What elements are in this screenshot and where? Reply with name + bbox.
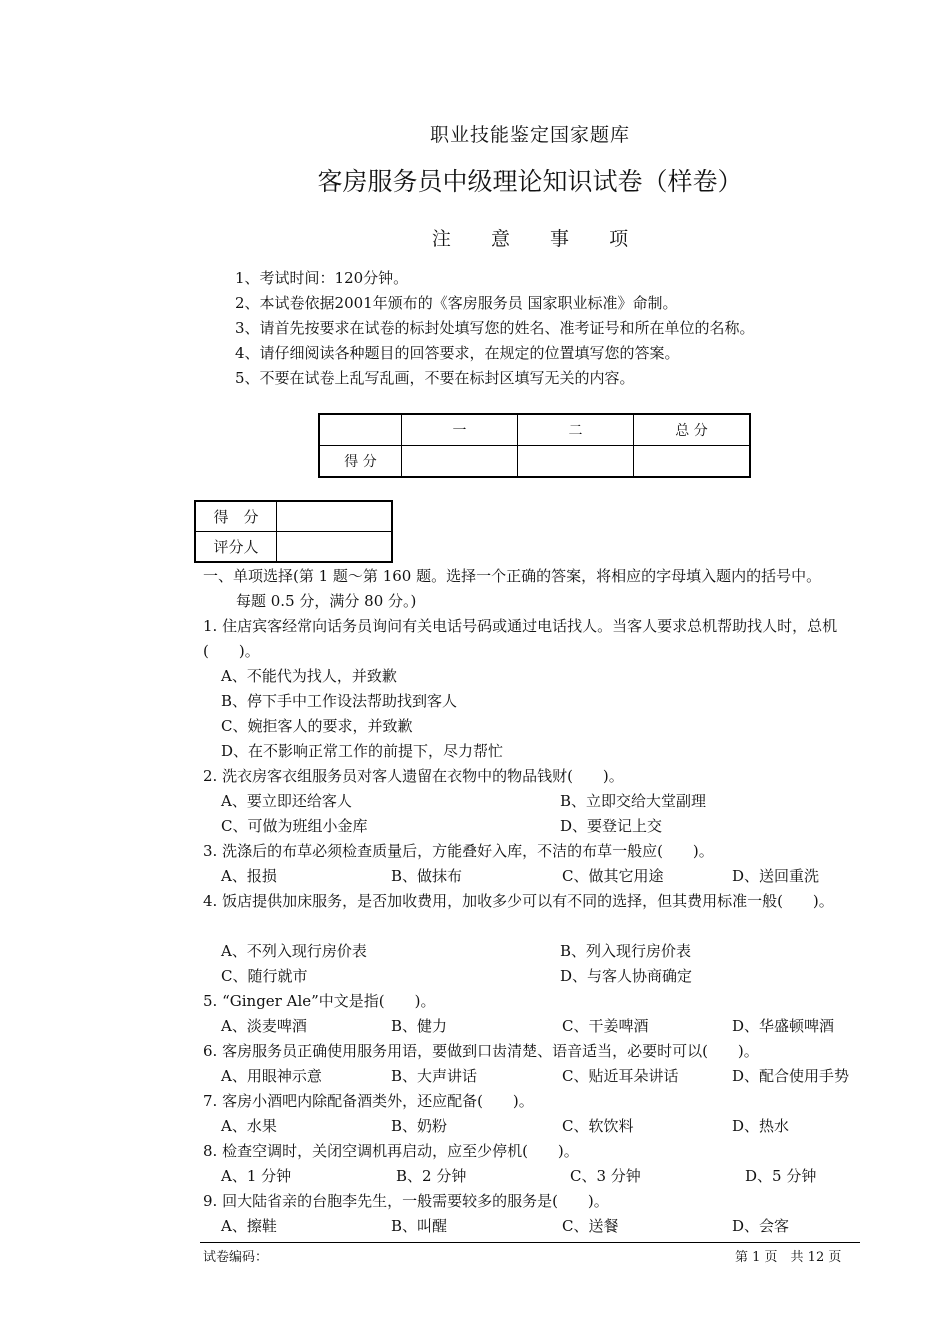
option: B、奶粉	[391, 1117, 448, 1135]
question-7-options	[221, 1114, 881, 1139]
score-cell[interactable]	[402, 446, 518, 478]
exam-code-label: 试卷编码：	[203, 1250, 269, 1265]
option: A、淡麦啤酒	[221, 1017, 307, 1035]
notice-heading	[0, 224, 950, 251]
question-1-option-b: B、停下手中工作设法帮助找到客人	[221, 692, 458, 710]
note-item: 1、考试时间：120分钟。	[235, 269, 409, 287]
question-2-options-row-1	[221, 789, 881, 814]
option: D、会客	[732, 1217, 790, 1235]
question-9-stem: 9. 回大陆省亲的台胞李先生，一般需要较多的服务是( )。	[203, 1192, 609, 1210]
option: C、软饮料	[562, 1117, 634, 1135]
option: D、要登记上交	[560, 817, 663, 835]
option: A、擦鞋	[221, 1217, 277, 1235]
section-line-2: 每题 0.5 分，满分 80 分。)	[236, 592, 417, 610]
question-8-options	[221, 1164, 881, 1189]
grader-name-label: 评分人	[195, 532, 277, 563]
section-line-1: 一、单项选择(第 1 题～第 160 题。选择一个正确的答案，将相应的字母填入题内的括号中。	[203, 567, 822, 585]
option: B、大声讲话	[391, 1067, 478, 1085]
question-1-option-c: C、婉拒客人的要求，并致歉	[221, 717, 413, 735]
option: B、列入现行房价表	[560, 942, 692, 960]
question-5-options	[221, 1014, 881, 1039]
question-1-stem: 1. 住店宾客经常向话务员询问有关电话号码或通过电话找人。当客人要求总机帮助找人时，总机( )。	[203, 617, 838, 660]
note-item: 5、不要在试卷上乱写乱画，不要在标封区填写无关的内容。	[235, 369, 635, 387]
option: C、可做为班组小金库	[221, 817, 368, 835]
question-4-options-row-2	[221, 964, 881, 989]
option: B、2 分钟	[396, 1167, 467, 1185]
option: C、送餐	[562, 1217, 619, 1235]
score-header-cell: 总 分	[634, 414, 751, 446]
score-cell[interactable]	[634, 446, 751, 478]
question-2-options-row-2	[221, 814, 881, 839]
footer-divider	[200, 1242, 860, 1243]
note-item: 4、请仔细阅读各种题目的回答要求，在规定的位置填写您的答案。	[235, 344, 680, 362]
option: A、不列入现行房价表	[221, 942, 367, 960]
option: A、1 分钟	[221, 1167, 292, 1185]
footer	[203, 1248, 883, 1268]
option: D、华盛顿啤酒	[732, 1017, 835, 1035]
notes-list	[235, 266, 755, 391]
option: D、送回重洗	[732, 867, 820, 885]
note-item: 2、本试卷依据2001年颁布的《客房服务员 国家职业标准》命制。	[235, 294, 678, 312]
option: A、报损	[221, 867, 277, 885]
question-8-stem: 8. 检查空调时，关闭空调机再启动，应至少停机( )。	[203, 1142, 579, 1160]
question-9-options	[221, 1214, 881, 1239]
option: D、5 分钟	[745, 1167, 817, 1185]
question-7-stem: 7. 客房小酒吧内除配备酒类外，还应配备( )。	[203, 1092, 534, 1110]
question-3-options	[221, 864, 881, 889]
score-table	[318, 413, 751, 478]
grader-score-cell[interactable]	[277, 501, 393, 532]
option: C、干姜啤酒	[562, 1017, 649, 1035]
notice-char: 注	[431, 228, 451, 250]
option: B、做抹布	[391, 867, 463, 885]
section-heading	[203, 564, 873, 614]
option: D、热水	[732, 1117, 790, 1135]
option: C、随行就市	[221, 967, 308, 985]
option: B、健力	[391, 1017, 448, 1035]
question-6-options	[221, 1064, 881, 1089]
option: A、用眼神示意	[221, 1067, 322, 1085]
question-2-stem: 2. 洗衣房客衣组服务员对客人遗留在衣物中的物品钱财( )。	[203, 767, 624, 785]
grader-score-label: 得 分	[195, 501, 277, 532]
option: C、做其它用途	[562, 867, 664, 885]
option: A、水果	[221, 1117, 277, 1135]
question-6-stem: 6. 客房服务员正确使用服务用语，要做到口齿清楚、语音适当，必要时可以( )。	[203, 1042, 759, 1060]
score-row-label: 得 分	[319, 446, 402, 478]
question-1-option-d: D、在不影响正常工作的前提下，尽力帮忙	[221, 742, 504, 760]
option: D、配合使用手势	[732, 1067, 850, 1085]
note-item: 3、请首先按要求在试卷的标封处填写您的姓名、准考证号和所在单位的名称。	[235, 319, 755, 337]
exam-title: 客房服务员中级理论知识试卷（样卷）	[317, 167, 743, 196]
notice-char: 事	[550, 228, 570, 250]
score-cell[interactable]	[518, 446, 634, 478]
score-header-cell: 一	[402, 414, 518, 446]
page-number: 第 1 页 共 12 页	[735, 1250, 842, 1265]
option: C、贴近耳朵讲话	[562, 1067, 679, 1085]
option: A、要立即还给客人	[221, 792, 352, 810]
score-header-cell: 二	[518, 414, 634, 446]
question-4-options-row-1	[221, 939, 881, 964]
grader-name-cell[interactable]	[277, 532, 393, 563]
option: C、3 分钟	[570, 1167, 641, 1185]
exam-bank-title: 职业技能鉴定国家题库	[429, 124, 630, 146]
grader-table	[194, 500, 393, 563]
question-5-stem: 5. “Ginger Ale”中文是指( )。	[203, 992, 436, 1010]
notice-char: 项	[609, 228, 629, 250]
question-4-stem: 4. 饭店提供加床服务，是否加收费用，加收多少可以有不同的选择，但其费用标准一般( )。	[203, 892, 834, 910]
option: D、与客人协商确定	[560, 967, 693, 985]
question-3-stem: 3. 洗涤后的布草必须检查质量后，方能叠好入库，不洁的布草一般应( )。	[203, 842, 714, 860]
option: B、立即交给大堂副理	[560, 792, 707, 810]
score-header-cell	[319, 414, 402, 446]
option: B、叫醒	[391, 1217, 448, 1235]
notice-char: 意	[490, 228, 510, 250]
question-1-option-a: A、不能代为找人，并致歉	[221, 667, 397, 685]
